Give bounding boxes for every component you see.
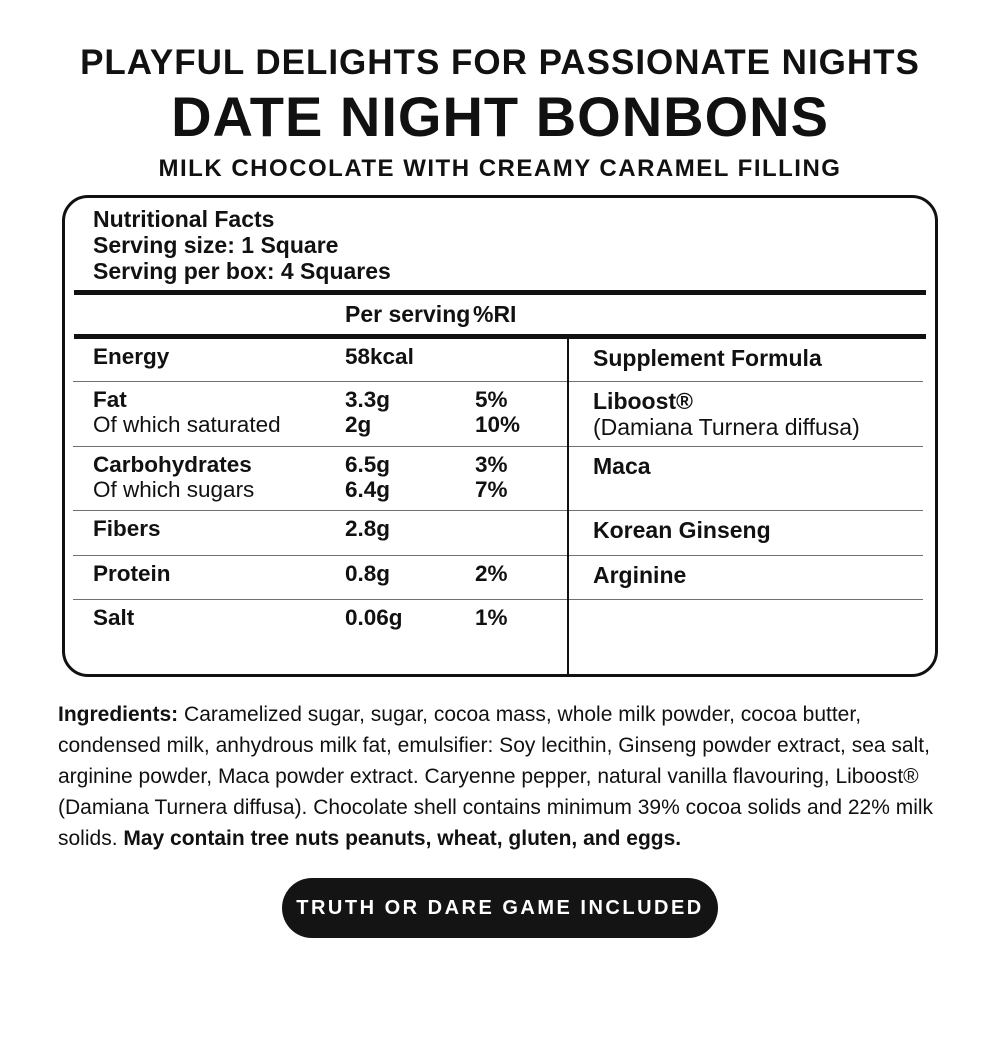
table-row-fibers <box>73 511 567 556</box>
per-serving-header: Per serving <box>345 301 471 327</box>
nutrient-subvalue: 2g <box>345 412 372 437</box>
product-title: DATE NIGHT BONBONS <box>171 85 829 148</box>
supplement-name: Maca <box>593 453 651 479</box>
table-row-carbohydrates <box>73 447 567 511</box>
nutrient-subri: 7% <box>475 477 508 502</box>
nutrient-subri: 10% <box>475 412 521 437</box>
supplement-row-arginine <box>569 556 923 600</box>
facts-table <box>65 339 935 674</box>
product-subtitle: MILK CHOCOLATE WITH CREAMY CARAMEL FILLING <box>158 155 842 182</box>
supplement-name: Liboost® <box>593 388 693 414</box>
nutrient-value: 0.8g <box>345 561 391 586</box>
nutrient-value: 2.8g <box>345 516 391 541</box>
truth-or-dare-badge <box>282 878 718 938</box>
serving-size: Serving size: 1 Square <box>93 232 339 258</box>
facts-title: Nutritional Facts <box>93 206 275 232</box>
ingredients-paragraph <box>58 699 942 854</box>
table-row-salt <box>73 600 567 674</box>
supplement-name: Korean Ginseng <box>593 517 771 543</box>
nutrient-name: Protein <box>93 561 171 586</box>
supplement-subname: (Damiana Turnera diffusa) <box>593 414 860 440</box>
supplement-header: Supplement Formula <box>593 345 822 371</box>
table-row-fat <box>73 382 567 447</box>
tagline: PLAYFUL DELIGHTS FOR PASSIONATE NIGHTS <box>80 43 920 82</box>
supplement-header-row <box>569 339 923 382</box>
ingredients-label: Ingredients: <box>58 703 179 726</box>
table-row-energy <box>73 339 567 382</box>
serving-per-box: Serving per box: 4 Squares <box>93 258 391 284</box>
nutrient-name: Carbohydrates <box>93 452 252 477</box>
supplement-name: Arginine <box>593 562 687 588</box>
nutrient-name: Fibers <box>93 516 161 541</box>
nutrient-value: 0.06g <box>345 605 403 630</box>
nutrient-subname: Of which sugars <box>93 477 255 502</box>
table-row-protein <box>73 556 567 600</box>
ingredients-body: Caramelized sugar, sugar, cocoa mass, whole milk powder, cocoa butter, condensed milk, anhydrous milk fat, emulsifier: Soy lecithin, Ginseng powder extract, sea salt, arginine powder, Maca powder extract. Caryenne pepper, natural vanilla flavouring, Liboost® (Damiana Turnera diffusa). Chocolate shell contains minimum 39% cocoa solids and 22% milk solids. <box>58 703 934 850</box>
nutrient-value: 3.3g <box>345 387 391 412</box>
nutrient-subvalue: 6.4g <box>345 477 391 502</box>
nutrient-name: Salt <box>93 605 135 630</box>
nutrient-value: 58kcal <box>345 344 414 369</box>
ri-header: %RI <box>473 301 517 327</box>
nutrient-name: Fat <box>93 387 127 412</box>
nutrient-ri: 1% <box>475 605 508 630</box>
nutrient-value: 6.5g <box>345 452 391 477</box>
nutrient-ri: 3% <box>475 452 508 477</box>
badge-label: TRUTH OR DARE GAME INCLUDED <box>296 896 704 919</box>
nutrient-ri: 5% <box>475 387 508 412</box>
nutrient-name: Energy <box>93 344 170 369</box>
supplement-row-empty <box>569 600 923 674</box>
supplement-row-maca <box>569 447 923 511</box>
column-header-row <box>65 295 935 334</box>
nutrition-column <box>73 339 567 674</box>
allergen-warning: May contain tree nuts peanuts, wheat, gluten, and eggs. <box>123 827 682 850</box>
supplement-row-liboost <box>569 382 923 447</box>
supplement-column <box>567 339 923 674</box>
facts-header <box>65 198 935 284</box>
nutrition-facts-panel <box>62 195 938 677</box>
supplement-row-korean-ginseng <box>569 511 923 556</box>
nutrient-ri: 2% <box>475 561 508 586</box>
nutrient-subname: Of which saturated <box>93 412 281 437</box>
